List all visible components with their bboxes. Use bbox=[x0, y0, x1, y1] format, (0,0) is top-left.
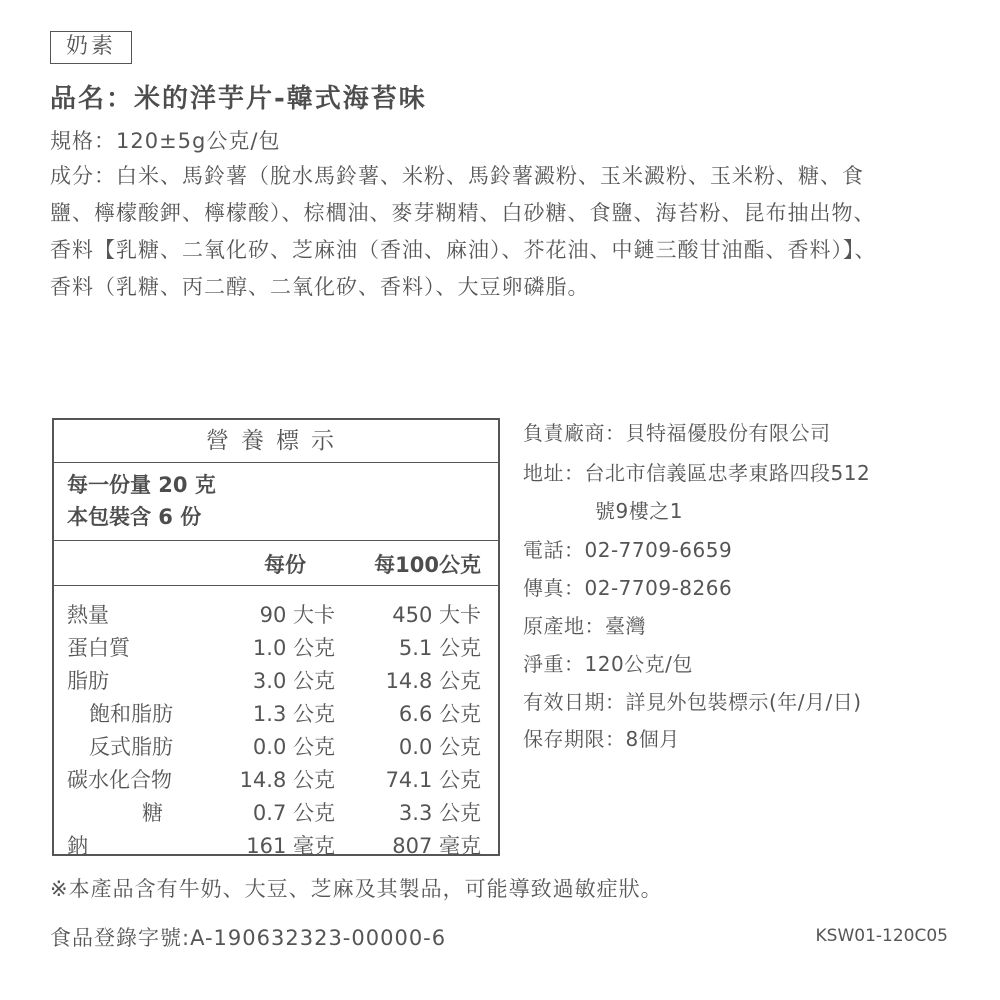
address-line-1: 地址：台北市信義區忠孝東路四段512 bbox=[523, 461, 871, 485]
servings-per-pack: 本包裝含 6 份 bbox=[67, 505, 202, 529]
per-100g-value: 14.8 公克 bbox=[385, 669, 481, 693]
allergy-warning: ※本產品含有牛奶、大豆、芝麻及其製品，可能導致過敏症狀。 bbox=[50, 877, 663, 901]
ingredients-line: 香料（乳糖、丙二醇、二氧化矽、香料）、大豆卵磷脂。 bbox=[50, 275, 590, 299]
fax: 傳真：02-7709-8266 bbox=[523, 576, 733, 600]
nutrition-row bbox=[54, 695, 498, 728]
per-100g-value: 450 大卡 bbox=[392, 603, 481, 627]
per-100g-value: 0.0 公克 bbox=[398, 735, 481, 759]
nutrition-title: 營養標示 bbox=[54, 420, 498, 463]
registration-number: 食品登錄字號:A-190632323-00000-6 bbox=[50, 926, 447, 950]
nutrient-name: 碳水化合物 bbox=[67, 768, 172, 792]
nutrient-name: 熱量 bbox=[67, 603, 109, 627]
per-serving-value: 1.3 公克 bbox=[252, 702, 335, 726]
nutrition-rows bbox=[54, 586, 498, 860]
per-100g-value: 74.1 公克 bbox=[385, 768, 481, 792]
nutrition-column-header bbox=[54, 541, 498, 586]
manufacturer: 負責廠商：貝特福優股份有限公司 bbox=[523, 421, 831, 445]
per-serving-value: 3.0 公克 bbox=[252, 669, 335, 693]
nutrition-table bbox=[52, 418, 500, 856]
per-serving-value: 161 毫克 bbox=[246, 834, 335, 858]
per-serving-value: 0.7 公克 bbox=[252, 801, 335, 825]
nutrient-name: 脂肪 bbox=[67, 669, 109, 693]
col-per-serving: 每份 bbox=[264, 553, 306, 577]
serving-info bbox=[54, 463, 498, 541]
product-spec: 規格：120±5g公克/包 bbox=[50, 129, 281, 153]
nutrition-row bbox=[54, 662, 498, 695]
ingredients-block bbox=[50, 158, 970, 306]
ingredients-line: 成分：白米、馬鈴薯（脫水馬鈴薯、米粉、馬鈴薯澱粉、玉米澱粉、玉米粉、糖、食 bbox=[50, 164, 864, 188]
ingredients-line: 香料【乳糖、二氧化矽、芝麻油（香油、麻油）、芥花油、中鏈三酸甘油酯、香料）】、 bbox=[50, 238, 877, 262]
per-serving-value: 0.0 公克 bbox=[252, 735, 335, 759]
per-100g-value: 807 毫克 bbox=[392, 834, 481, 858]
nutrition-row bbox=[54, 629, 498, 662]
net-weight: 淨重：120公克/包 bbox=[523, 652, 693, 676]
phone: 電話：02-7709-6659 bbox=[523, 538, 733, 562]
vegetarian-tag: 奶素 bbox=[50, 31, 132, 64]
per-serving-value: 1.0 公克 bbox=[252, 636, 335, 660]
origin: 原產地：臺灣 bbox=[523, 614, 646, 638]
nutrient-name: 蛋白質 bbox=[67, 636, 130, 660]
nutrient-name: 飽和脂肪 bbox=[89, 702, 173, 726]
ingredients-line: 鹽、檸檬酸鉀、檸檬酸）、棕櫚油、麥芽糊精、白砂糖、食鹽、海苔粉、昆布抽出物、 bbox=[50, 201, 876, 225]
col-per-100g: 每100公克 bbox=[374, 553, 481, 577]
per-serving-value: 90 大卡 bbox=[259, 603, 335, 627]
nutrition-row bbox=[54, 761, 498, 794]
nutrition-row bbox=[54, 794, 498, 827]
nutrient-name: 反式脂肪 bbox=[89, 735, 173, 759]
address-line-2: 號9樓之1 bbox=[595, 499, 683, 523]
per-serving-value: 14.8 公克 bbox=[239, 768, 335, 792]
nutrition-row bbox=[54, 827, 498, 860]
nutrition-row bbox=[54, 728, 498, 761]
per-100g-value: 3.3 公克 bbox=[398, 801, 481, 825]
nutrition-row bbox=[54, 596, 498, 629]
nutrient-name: 糖 bbox=[142, 801, 163, 825]
per-100g-value: 6.6 公克 bbox=[398, 702, 481, 726]
serving-size: 每一份量 20 克 bbox=[67, 473, 216, 497]
product-name: 品名：米的洋芋片-韓式海苔味 bbox=[50, 84, 427, 114]
nutrient-name: 鈉 bbox=[67, 834, 88, 858]
shelf-life: 保存期限：8個月 bbox=[523, 727, 680, 751]
product-code: KSW01-120C05 bbox=[815, 926, 948, 946]
per-100g-value: 5.1 公克 bbox=[398, 636, 481, 660]
expiry-date: 有效日期：詳見外包裝標示(年/月/日) bbox=[523, 690, 862, 714]
